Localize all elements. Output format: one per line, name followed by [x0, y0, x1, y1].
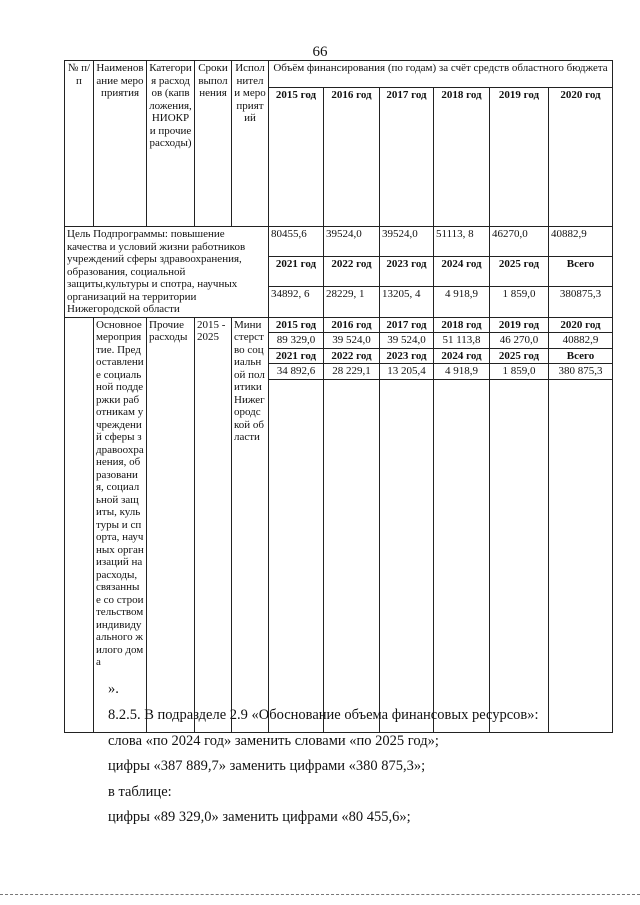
year-cell: 2024 год — [434, 257, 490, 287]
year-cell: 2018 год — [434, 88, 490, 227]
year-cell: 2024 год — [434, 348, 490, 364]
year-cell: 2022 год — [324, 348, 380, 364]
year-cell: 2016 год — [324, 317, 380, 333]
year-cell: 2016 год — [324, 88, 380, 227]
year-cell: 2023 год — [380, 348, 434, 364]
year-cell: 2018 год — [434, 317, 490, 333]
year-cell: 2015 год — [269, 317, 324, 333]
year-cell: 2025 год — [490, 348, 549, 364]
value-cell: 51113, 8 — [434, 227, 490, 257]
value-cell: 4 918,9 — [434, 287, 490, 317]
year-cell: 2019 год — [490, 88, 549, 227]
value-cell: 34892, 6 — [269, 287, 324, 317]
year-cell: Всего — [549, 257, 613, 287]
col-terms-header: Сроки выполнения — [195, 61, 232, 227]
measure-executor: Министерство социальной политики Нижегородской области — [232, 317, 269, 732]
col-category-header: Категория расходов (капвложения,НИОКР и прочие расходы) — [147, 61, 195, 227]
year-cell: 2015 год — [269, 88, 324, 227]
value-cell: 46270,0 — [490, 227, 549, 257]
year-cell: 2017 год — [380, 317, 434, 333]
paragraph-1: 8.2.5. В подразделе 2.9 «Обоснование объема финансовых ресурсов»: — [108, 707, 539, 723]
measure-name: Основное мероприятие. Предоставление социальной поддержки работникам учреждений сферы здравоохранения, образования, социальной защиты, культуры и спорта, научных организаций на расходы, связанные со строительством индивидуального жилого дома — [94, 317, 147, 732]
value-cell: 28229, 1 — [324, 287, 380, 317]
measure-terms: 2015 - 2025 — [195, 317, 232, 732]
year-cell: 2017 год — [380, 88, 434, 227]
value-cell: 13205, 4 — [380, 287, 434, 317]
empty-cell — [380, 379, 434, 732]
paragraph-3: цифры «387 889,7» заменить цифрами «380 875,3»; — [108, 758, 426, 774]
value-cell: 4 918,9 — [434, 364, 490, 380]
year-cell: 2022 год — [324, 257, 380, 287]
year-cell: 2023 год — [380, 257, 434, 287]
value-cell: 39524,0 — [324, 227, 380, 257]
header-row-1 — [65, 61, 613, 88]
value-cell: 80455,6 — [269, 227, 324, 257]
year-cell: 2019 год — [490, 317, 549, 333]
value-cell: 89 329,0 — [269, 333, 324, 349]
value-cell: 28 229,1 — [324, 364, 380, 380]
measure-years-row-1 — [65, 317, 613, 333]
year-cell: 2021 год — [269, 348, 324, 364]
col-num-header: № п/п — [65, 61, 94, 227]
paragraph-5: цифры «89 329,0» заменить цифрами «80 455,6»; — [108, 809, 411, 825]
measure-category: Прочие расходы — [147, 317, 195, 732]
value-cell: 39524,0 — [380, 227, 434, 257]
value-cell: 39 524,0 — [380, 333, 434, 349]
value-cell: 1 859,0 — [490, 364, 549, 380]
empty-cell — [324, 379, 380, 732]
closing-quote: ». — [108, 681, 119, 697]
value-cell: 40882,9 — [549, 227, 613, 257]
value-cell: 380 875,3 — [549, 364, 613, 380]
empty-cell — [269, 379, 324, 732]
empty-cell — [549, 379, 613, 732]
value-cell: 34 892,6 — [269, 364, 324, 380]
page-number: 66 — [312, 44, 328, 60]
budget-table — [64, 60, 613, 733]
year-cell: Всего — [549, 348, 613, 364]
year-cell: 2021 год — [269, 257, 324, 287]
empty-cell — [490, 379, 549, 732]
goal-values-row-1 — [65, 227, 613, 257]
goal-text: Цель Подпрограммы: повышение качества и условий жизни работников учреждений сферы здравоохранения, образования, социальной защиты,культуры и спотра, научных организаций на территории Нижегородской области — [65, 227, 269, 318]
measure-num — [65, 317, 94, 732]
value-cell: 380875,3 — [549, 287, 613, 317]
value-cell: 51 113,8 — [434, 333, 490, 349]
col-funding-header: Объём финансирования (по годам) за счёт средств областного бюджета — [269, 61, 613, 88]
year-cell: 2020 год — [549, 88, 613, 227]
paragraph-2: слова «по 2024 год» заменить словами «по 2025 год»; — [108, 733, 439, 749]
footer-divider — [0, 894, 640, 896]
value-cell: 39 524,0 — [324, 333, 380, 349]
paragraph-4: в таблице: — [108, 784, 172, 800]
value-cell: 1 859,0 — [490, 287, 549, 317]
empty-cell — [434, 379, 490, 732]
value-cell: 13 205,4 — [380, 364, 434, 380]
value-cell: 46 270,0 — [490, 333, 549, 349]
col-executors-header: Исполнители мероприятий — [232, 61, 269, 227]
col-name-header: Наименование мероприятия — [94, 61, 147, 227]
year-cell: 2020 год — [549, 317, 613, 333]
year-cell: 2025 год — [490, 257, 549, 287]
value-cell: 40882,9 — [549, 333, 613, 349]
